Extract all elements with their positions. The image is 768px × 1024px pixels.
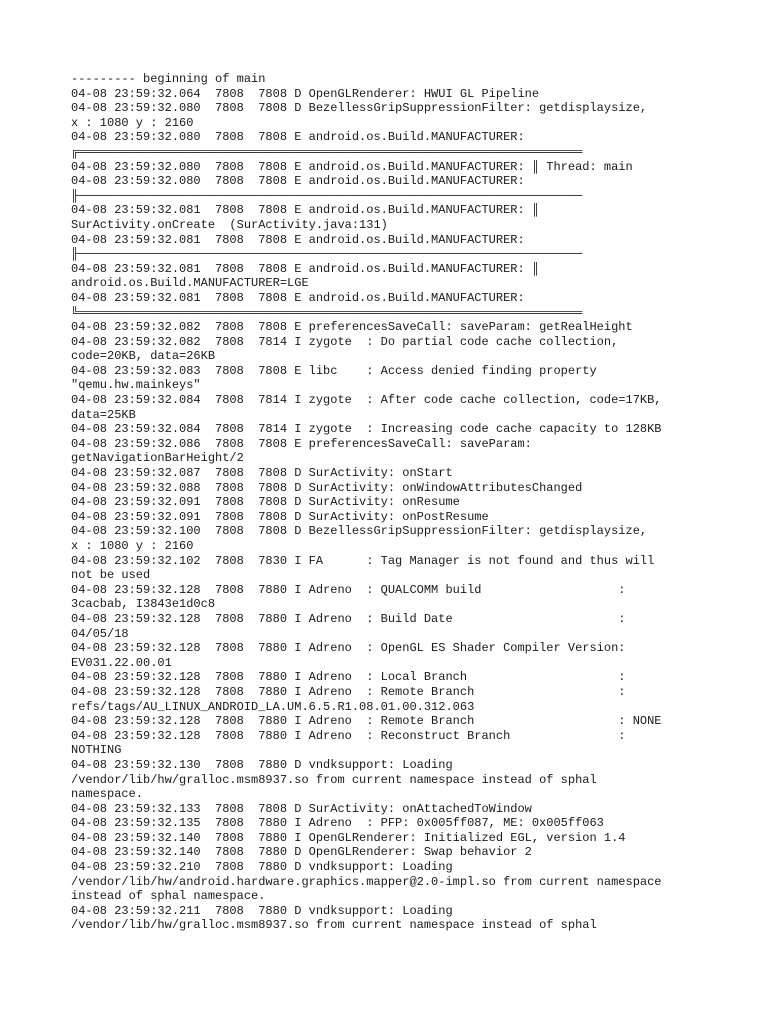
log-line: 04/05/18 bbox=[71, 626, 129, 641]
log-line: 04-08 23:59:32.080 7808 7808 D BezellessGripSuppressionFilter: getdisplaysize, bbox=[71, 101, 648, 116]
log-line: 04-08 23:59:32.128 7808 7880 I Adreno : QUALCOMM build : bbox=[71, 582, 626, 597]
log-line: 04-08 23:59:32.128 7808 7880 I Adreno : Local Branch : bbox=[71, 670, 626, 685]
log-line: 04-08 23:59:32.080 7808 7808 E android.os.Build.MANUFACTURER: ║ Thread: main bbox=[71, 159, 633, 174]
log-line: NOTHING bbox=[71, 743, 122, 758]
log-line: x : 1080 y : 2160 bbox=[71, 539, 194, 553]
log-line: refs/tags/AU_LINUX_ANDROID_LA.UM.6.5.R1.08.01.00.312.063 bbox=[71, 699, 475, 714]
log-line: 04-08 23:59:32.100 7808 7808 D BezellessGripSuppressionFilter: getdisplaysize, bbox=[71, 524, 648, 539]
log-line: 04-08 23:59:32.130 7808 7880 D vndksupport: Loading bbox=[71, 757, 453, 772]
log-line: 04-08 23:59:32.133 7808 7808 D SurActivity: onAttachedToWindow bbox=[71, 801, 532, 816]
log-line: 04-08 23:59:32.091 7808 7808 D SurActivity: onPostResume bbox=[71, 509, 489, 524]
log-line: 04-08 23:59:32.081 7808 7808 E android.os.Build.MANUFACTURER: ║ bbox=[71, 203, 540, 218]
log-line: 04-08 23:59:32.087 7808 7808 D SurActivity: onStart bbox=[71, 466, 453, 481]
log-line: 04-08 23:59:32.086 7808 7808 E preferencesSaveCall: saveParam: bbox=[71, 436, 532, 451]
log-line: --------- beginning of main bbox=[71, 72, 266, 86]
log-line: not be used bbox=[71, 568, 151, 583]
log-line: code=20KB, data=26KB bbox=[71, 349, 216, 364]
log-line: data=25KB bbox=[71, 407, 136, 422]
log-line: 04-08 23:59:32.102 7808 7830 I FA : Tag Manager is not found and thus will bbox=[71, 553, 655, 568]
log-line: 04-08 23:59:32.140 7808 7880 I OpenGLRenderer: Initialized EGL, version 1.4 bbox=[71, 830, 626, 845]
log-document bbox=[71, 72, 701, 948]
log-line: 04-08 23:59:32.083 7808 7808 E libc : Access denied finding property bbox=[71, 363, 597, 378]
log-line: "qemu.hw.mainkeys" bbox=[71, 378, 201, 393]
log-line: 04-08 23:59:32.211 7808 7880 D vndksupport: Loading bbox=[71, 903, 453, 918]
log-line: /vendor/lib/hw/android.hardware.graphics.mapper@2.0-impl.so from current namespace bbox=[71, 874, 662, 889]
log-line: 04-08 23:59:32.064 7808 7808 D OpenGLRenderer: HWUI GL Pipeline bbox=[71, 86, 540, 101]
log-line: 04-08 23:59:32.081 7808 7808 E android.os.Build.MANUFACTURER: bbox=[71, 232, 525, 247]
log-line: 04-08 23:59:32.082 7808 7814 I zygote : Do partial code cache collection, bbox=[71, 334, 619, 349]
log-line: /vendor/lib/hw/gralloc.msm8937.so from current namespace instead of sphal bbox=[71, 918, 597, 933]
log-line: 04-08 23:59:32.091 7808 7808 D SurActivity: onResume bbox=[71, 495, 460, 510]
log-line: 04-08 23:59:32.128 7808 7880 I Adreno : Remote Branch : bbox=[71, 684, 626, 699]
log-line: instead of sphal namespace. bbox=[71, 889, 266, 904]
log-line: SurActivity.onCreate (SurActivity.java:131) bbox=[71, 217, 388, 232]
log-line: 04-08 23:59:32.210 7808 7880 D vndksupport: Loading bbox=[71, 860, 453, 875]
log-line: 04-08 23:59:32.088 7808 7808 D SurActivity: onWindowAttributesChanged bbox=[71, 480, 583, 495]
log-line: 04-08 23:59:32.128 7808 7880 I Adreno : Remote Branch : NONE bbox=[71, 714, 662, 729]
log-line: 3cacbab, I3843e1d0c8 bbox=[71, 597, 216, 612]
log-line: ╟────────────────────────────────────────────────────────────────────── bbox=[71, 247, 583, 262]
log-line: 04-08 23:59:32.084 7808 7814 I zygote : After code cache collection, code=17KB, bbox=[71, 393, 662, 408]
log-line: 04-08 23:59:32.140 7808 7880 D OpenGLRenderer: Swap behavior 2 bbox=[71, 845, 532, 860]
log-line: 04-08 23:59:32.084 7808 7814 I zygote : Increasing code cache capacity to 128KB bbox=[71, 422, 662, 437]
log-line: ╟────────────────────────────────────────────────────────────────────── bbox=[71, 188, 583, 203]
log-line: ╚══════════════════════════════════════════════════════════════════════ bbox=[71, 305, 583, 320]
log-line: getNavigationBarHeight/2 bbox=[71, 451, 244, 466]
log-line bbox=[71, 933, 701, 948]
log-line: android.os.Build.MANUFACTURER=LGE bbox=[71, 276, 309, 291]
log-line: 04-08 23:59:32.128 7808 7880 I Adreno : OpenGL ES Shader Compiler Version: bbox=[71, 641, 626, 656]
log-line: /vendor/lib/hw/gralloc.msm8937.so from current namespace instead of sphal bbox=[71, 772, 597, 787]
log-line: namespace. bbox=[71, 787, 144, 802]
log-line: 04-08 23:59:32.081 7808 7808 E android.os.Build.MANUFACTURER: bbox=[71, 290, 525, 305]
log-line: 04-08 23:59:32.128 7808 7880 I Adreno : Reconstruct Branch : bbox=[71, 728, 626, 743]
log-line: 04-08 23:59:32.080 7808 7808 E android.os.Build.MANUFACTURER: bbox=[71, 174, 525, 189]
log-line: 04-08 23:59:32.082 7808 7808 E preferencesSaveCall: saveParam: getRealHeight bbox=[71, 320, 633, 335]
log-line: 04-08 23:59:32.128 7808 7880 I Adreno : Build Date : bbox=[71, 611, 626, 626]
log-line: 04-08 23:59:32.080 7808 7808 E android.os.Build.MANUFACTURER: bbox=[71, 130, 525, 145]
log-line: x : 1080 y : 2160 bbox=[71, 115, 194, 130]
log-line: 04-08 23:59:32.135 7808 7880 I Adreno : PFP: 0x005ff087, ME: 0x005ff063 bbox=[71, 816, 604, 831]
log-line: EV031.22.00.01 bbox=[71, 655, 172, 670]
log-line: 04-08 23:59:32.081 7808 7808 E android.os.Build.MANUFACTURER: ║ bbox=[71, 261, 540, 276]
log-line: ╔══════════════════════════════════════════════════════════════════════ bbox=[71, 144, 583, 159]
